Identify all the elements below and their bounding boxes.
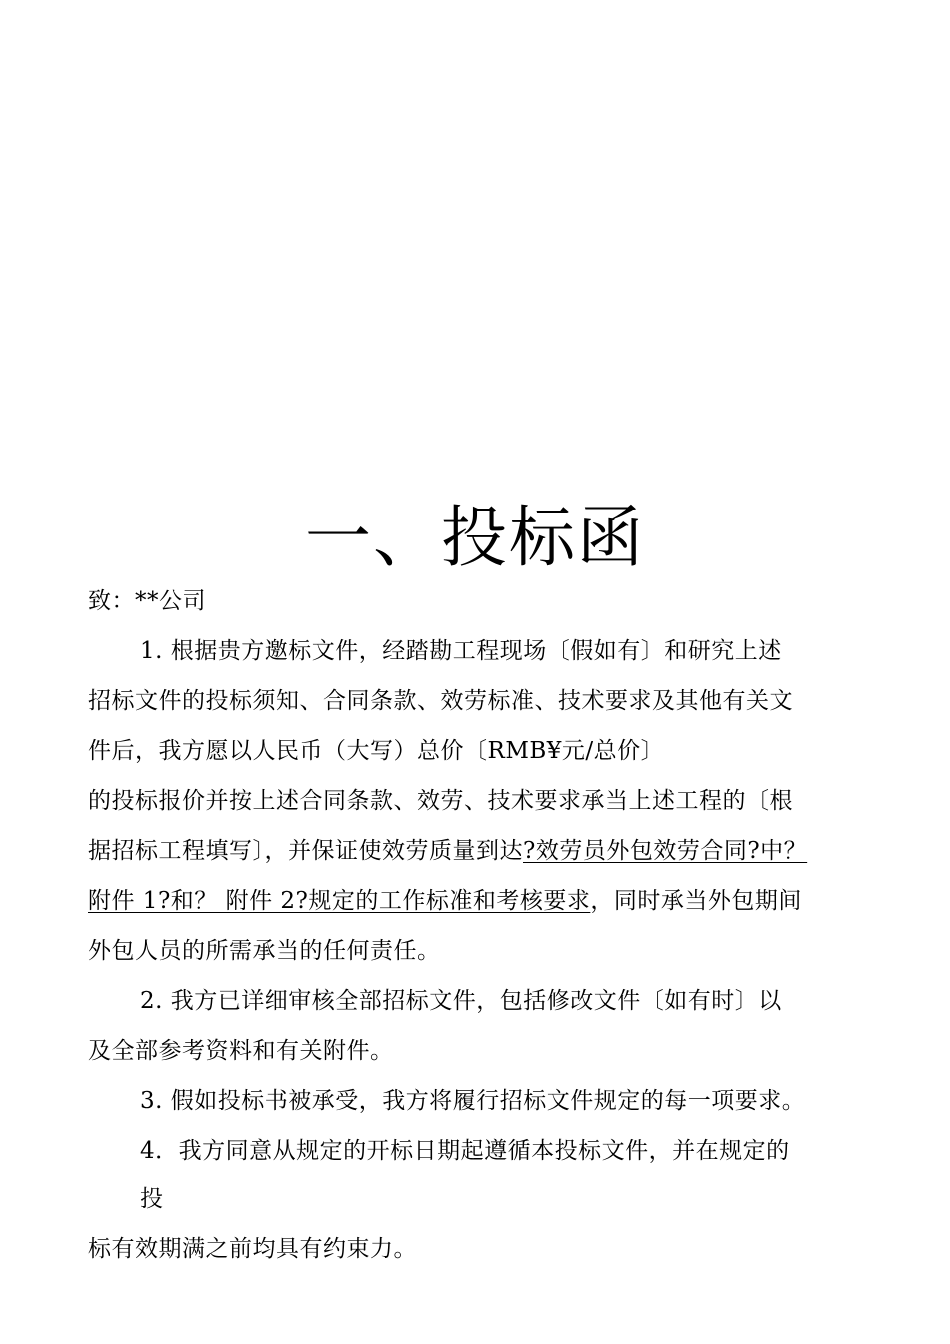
salutation: 致：**公司 bbox=[88, 588, 206, 614]
paragraph-1-line-5 bbox=[88, 836, 807, 866]
contract-reference-underlined: ?效劳员外包效劳合同?中？ bbox=[523, 838, 808, 864]
paragraph-1-line-3: 件后，我方愿以人民币（大写）总价〔RMB¥元/总价〕 bbox=[88, 738, 665, 764]
paragraph-3-line-1: 3. 假如投标书被承受，我方将履行招标文件规定的每一项要求。 bbox=[140, 1088, 806, 1114]
paragraph-1-line-6-text: ，同时承当外包期间 bbox=[590, 888, 802, 914]
paragraph-2-line-2: 及全部参考资料和有关附件。 bbox=[88, 1038, 394, 1064]
paragraph-1-line-5-text: 据招标工程填写〕，并保证使效劳质量到达 bbox=[88, 838, 523, 864]
paragraph-4-line-2: 投 bbox=[140, 1186, 164, 1212]
paragraph-1-line-2: 招标文件的投标须知、合同条款、效劳标准、技术要求及其他有关文 bbox=[88, 688, 793, 714]
page-title: 一、投标函 bbox=[305, 499, 645, 576]
paragraph-4-line-3: 标有效期满之前均具有约束力。 bbox=[88, 1236, 417, 1262]
paragraph-1-line-1: 1. 根据贵方邀标文件，经踏勘工程现场〔假如有〕和研究上述 bbox=[140, 638, 782, 664]
paragraph-4-line-1: 4．我方同意从规定的开标日期起遵循本投标文件，并在规定的 bbox=[140, 1138, 790, 1164]
paragraph-1-line-6 bbox=[88, 886, 802, 916]
paragraph-2-line-1: 2. 我方已详细审核全部招标文件，包括修改文件〔如有时〕以 bbox=[140, 988, 782, 1014]
paragraph-1-line-7: 外包人员的所需承当的任何责任。 bbox=[88, 938, 441, 964]
attachment-reference-underlined: 附件 1?和？ 附件 2?规定的工作标准和考核要求 bbox=[88, 888, 591, 914]
paragraph-1-line-4: 的投标报价并按上述合同条款、效劳、技术要求承当上述工程的〔根 bbox=[88, 788, 793, 814]
